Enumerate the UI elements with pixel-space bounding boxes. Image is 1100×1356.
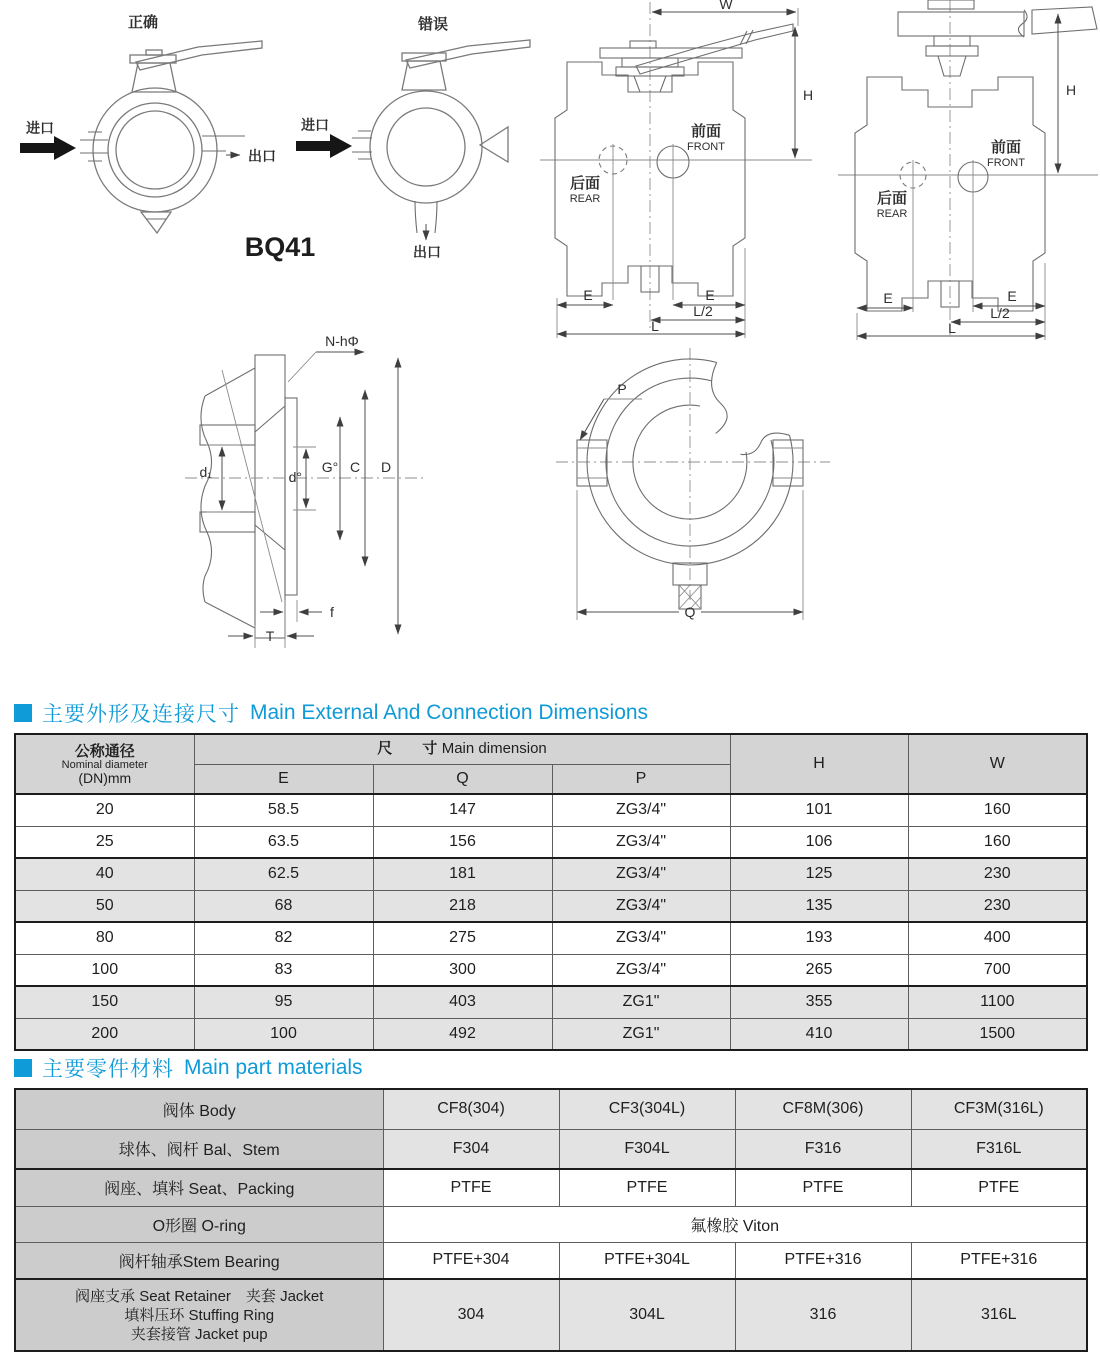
td: 300 bbox=[373, 954, 552, 986]
td: 275 bbox=[373, 922, 552, 954]
rear-cn-label: 后面 bbox=[876, 190, 908, 207]
table-row bbox=[15, 1279, 1087, 1351]
dim-l-label: L bbox=[651, 318, 659, 334]
td: 156 bbox=[373, 826, 552, 858]
td: 58.5 bbox=[194, 794, 373, 826]
row-label-line: 填料压环 Stuffing Ring bbox=[124, 1306, 275, 1324]
td: 492 bbox=[373, 1018, 552, 1050]
dim-l2-label: L/2 bbox=[990, 305, 1010, 321]
td: 304L bbox=[559, 1279, 735, 1351]
group-header-en: Main dimension bbox=[441, 740, 547, 758]
dim-e-left-label: E bbox=[583, 287, 593, 303]
dimensions-table bbox=[14, 733, 1088, 1051]
td: ZG3/4" bbox=[552, 794, 730, 826]
dim-d0-label: d° bbox=[288, 469, 302, 485]
td: 40 bbox=[15, 858, 194, 890]
td: 147 bbox=[373, 794, 552, 826]
front-en-label: FRONT bbox=[687, 141, 725, 153]
table-row bbox=[15, 986, 1087, 1018]
table-row bbox=[15, 954, 1087, 986]
td: 100 bbox=[194, 1018, 373, 1050]
table-row bbox=[15, 826, 1087, 858]
wrong-label: 错误 bbox=[417, 16, 449, 33]
section-title-cn: 主要零件材料 bbox=[42, 1058, 174, 1081]
td: PTFE+316 bbox=[735, 1242, 911, 1279]
td: ZG3/4" bbox=[552, 826, 730, 858]
front-cn-label: 前面 bbox=[690, 123, 722, 140]
td: CF8M(306) bbox=[735, 1089, 911, 1129]
dim-e-right-label: E bbox=[1007, 288, 1017, 304]
td: 135 bbox=[730, 890, 908, 922]
td: F304L bbox=[559, 1129, 735, 1169]
row-label-line: 阀座支承 Seat Retainer 夹套 Jacket bbox=[75, 1287, 324, 1305]
correct-valve-drawing bbox=[20, 13, 276, 233]
dim-p-label: P bbox=[617, 381, 627, 397]
dim-q-label: Q bbox=[684, 604, 696, 620]
td: 80 bbox=[15, 922, 194, 954]
td: 400 bbox=[908, 922, 1087, 954]
dim-f-label: f bbox=[330, 604, 334, 620]
td: CF8(304) bbox=[383, 1089, 559, 1129]
section-bullet-icon bbox=[14, 704, 32, 722]
inlet-arrow-icon bbox=[20, 136, 76, 160]
td: 1500 bbox=[908, 1018, 1087, 1050]
td: 160 bbox=[908, 826, 1087, 858]
correct-inlet-label: 进口 bbox=[26, 120, 54, 136]
col-header-w: W bbox=[908, 734, 1087, 794]
rear-cn-label: 后面 bbox=[569, 175, 601, 192]
td: 50 bbox=[15, 890, 194, 922]
td: 218 bbox=[373, 890, 552, 922]
td: 160 bbox=[908, 794, 1087, 826]
td: 403 bbox=[373, 986, 552, 1018]
td: 101 bbox=[730, 794, 908, 826]
table-row bbox=[15, 794, 1087, 826]
section-bullet-icon bbox=[14, 1059, 32, 1077]
materials-table bbox=[14, 1088, 1088, 1352]
td: 95 bbox=[194, 986, 373, 1018]
td: 62.5 bbox=[194, 858, 373, 890]
table-row bbox=[15, 1206, 1087, 1242]
dim-g-label: G° bbox=[321, 459, 339, 475]
row-label bbox=[15, 1279, 383, 1351]
correct-outlet-label: 出口 bbox=[248, 148, 276, 164]
td: 265 bbox=[730, 954, 908, 986]
td: ZG1" bbox=[552, 986, 730, 1018]
td: 230 bbox=[908, 890, 1087, 922]
td: F316L bbox=[911, 1129, 1087, 1169]
td: 316 bbox=[735, 1279, 911, 1351]
td: ZG3/4" bbox=[552, 954, 730, 986]
inlet-arrow-icon bbox=[296, 134, 352, 158]
td: 150 bbox=[15, 986, 194, 1018]
row-label: 阀座、填料 Seat、Packing bbox=[15, 1169, 383, 1206]
table-row bbox=[15, 890, 1087, 922]
td: 230 bbox=[908, 858, 1087, 890]
dim-l-label: L bbox=[948, 320, 956, 336]
td: 25 bbox=[15, 826, 194, 858]
td: 316L bbox=[911, 1279, 1087, 1351]
td: 68 bbox=[194, 890, 373, 922]
td: PTFE+304 bbox=[383, 1242, 559, 1279]
td: ZG1" bbox=[552, 1018, 730, 1050]
dim-h-label: H bbox=[1066, 82, 1077, 98]
section-title-en: Main part materials bbox=[184, 1056, 363, 1079]
correct-label: 正确 bbox=[127, 14, 159, 31]
dn-header-en: Nominal diameter bbox=[61, 758, 148, 771]
table-row bbox=[15, 1242, 1087, 1279]
dim-l2-label: L/2 bbox=[693, 303, 713, 319]
td: ZG3/4" bbox=[552, 922, 730, 954]
td: 181 bbox=[373, 858, 552, 890]
dim-c-label: C bbox=[349, 459, 361, 475]
dimensions-section-title bbox=[14, 698, 648, 728]
technical-drawings bbox=[0, 0, 1100, 668]
row-label-line: 夹套接管 Jacket pup bbox=[130, 1325, 268, 1343]
row-label: O形圈 O-ring bbox=[15, 1206, 383, 1242]
row-label: 阀杆轴承Stem Bearing bbox=[15, 1242, 383, 1279]
td: PTFE+304L bbox=[559, 1242, 735, 1279]
dim-d1-label: d₁ bbox=[199, 464, 212, 480]
table-row bbox=[15, 858, 1087, 890]
td: PTFE bbox=[911, 1169, 1087, 1206]
table-row bbox=[15, 1018, 1087, 1050]
jacket-view-drawing bbox=[556, 348, 830, 620]
materials-section-title bbox=[14, 1053, 363, 1083]
table-row bbox=[15, 922, 1087, 954]
group-header-cn: 尺 寸 bbox=[377, 740, 438, 758]
col-header-main-dimension bbox=[194, 734, 730, 764]
td: F316 bbox=[735, 1129, 911, 1169]
td: 200 bbox=[15, 1018, 194, 1050]
td: 106 bbox=[730, 826, 908, 858]
td: ZG3/4" bbox=[552, 890, 730, 922]
wrong-inlet-label: 进口 bbox=[301, 117, 329, 133]
td: 304 bbox=[383, 1279, 559, 1351]
dim-h-label: H bbox=[803, 87, 814, 103]
td: PTFE bbox=[383, 1169, 559, 1206]
flange-section-drawing bbox=[185, 333, 425, 648]
col-header-e: E bbox=[194, 764, 373, 794]
dn-header-unit: (DN)mm bbox=[78, 769, 132, 786]
td: PTFE+316 bbox=[911, 1242, 1087, 1279]
section-title-cn: 主要外形及连接尺寸 bbox=[42, 703, 240, 726]
table-row bbox=[15, 1089, 1087, 1129]
front-view-bar-drawing bbox=[838, 0, 1098, 340]
wrong-valve-drawing bbox=[296, 15, 530, 260]
front-view-lever-drawing bbox=[540, 0, 813, 338]
td: 355 bbox=[730, 986, 908, 1018]
col-header-p: P bbox=[552, 764, 730, 794]
table-row bbox=[15, 1169, 1087, 1206]
col-header-q: Q bbox=[373, 764, 552, 794]
model-number: BQ41 bbox=[244, 232, 316, 262]
table-header-row bbox=[15, 734, 1087, 764]
td: 20 bbox=[15, 794, 194, 826]
td: CF3M(316L) bbox=[911, 1089, 1087, 1129]
td: 700 bbox=[908, 954, 1087, 986]
wrong-outlet-label: 出口 bbox=[413, 244, 441, 260]
row-label: 球体、阀杆 Bal、Stem bbox=[15, 1129, 383, 1169]
td: 氟橡胶 Viton bbox=[383, 1206, 1087, 1242]
section-title-en: Main External And Connection Dimensions bbox=[250, 701, 649, 724]
td: 1100 bbox=[908, 986, 1087, 1018]
dim-d-label: D bbox=[380, 459, 392, 475]
col-header-h: H bbox=[730, 734, 908, 794]
dn-header-cn: 公称通径 bbox=[74, 742, 135, 760]
td: 410 bbox=[730, 1018, 908, 1050]
td: 125 bbox=[730, 858, 908, 890]
td: 82 bbox=[194, 922, 373, 954]
table-row bbox=[15, 1129, 1087, 1169]
rear-en-label: REAR bbox=[569, 193, 601, 205]
front-cn-label: 前面 bbox=[990, 139, 1022, 156]
dim-e-left-label: E bbox=[883, 290, 893, 306]
td: 100 bbox=[15, 954, 194, 986]
td: PTFE bbox=[559, 1169, 735, 1206]
row-label: 阀体 Body bbox=[15, 1089, 383, 1129]
td: 63.5 bbox=[194, 826, 373, 858]
col-header-dn bbox=[15, 734, 194, 794]
dim-nh-label: N-hΦ bbox=[325, 333, 359, 349]
front-en-label: FRONT bbox=[987, 157, 1025, 169]
dim-e-right-label: E bbox=[705, 287, 715, 303]
td: ZG3/4" bbox=[552, 858, 730, 890]
td: F304 bbox=[383, 1129, 559, 1169]
dim-t-label: T bbox=[265, 628, 275, 644]
td: 83 bbox=[194, 954, 373, 986]
td: PTFE bbox=[735, 1169, 911, 1206]
td: CF3(304L) bbox=[559, 1089, 735, 1129]
dim-w-label: W bbox=[719, 0, 733, 12]
rear-en-label: REAR bbox=[876, 208, 908, 220]
td: 193 bbox=[730, 922, 908, 954]
